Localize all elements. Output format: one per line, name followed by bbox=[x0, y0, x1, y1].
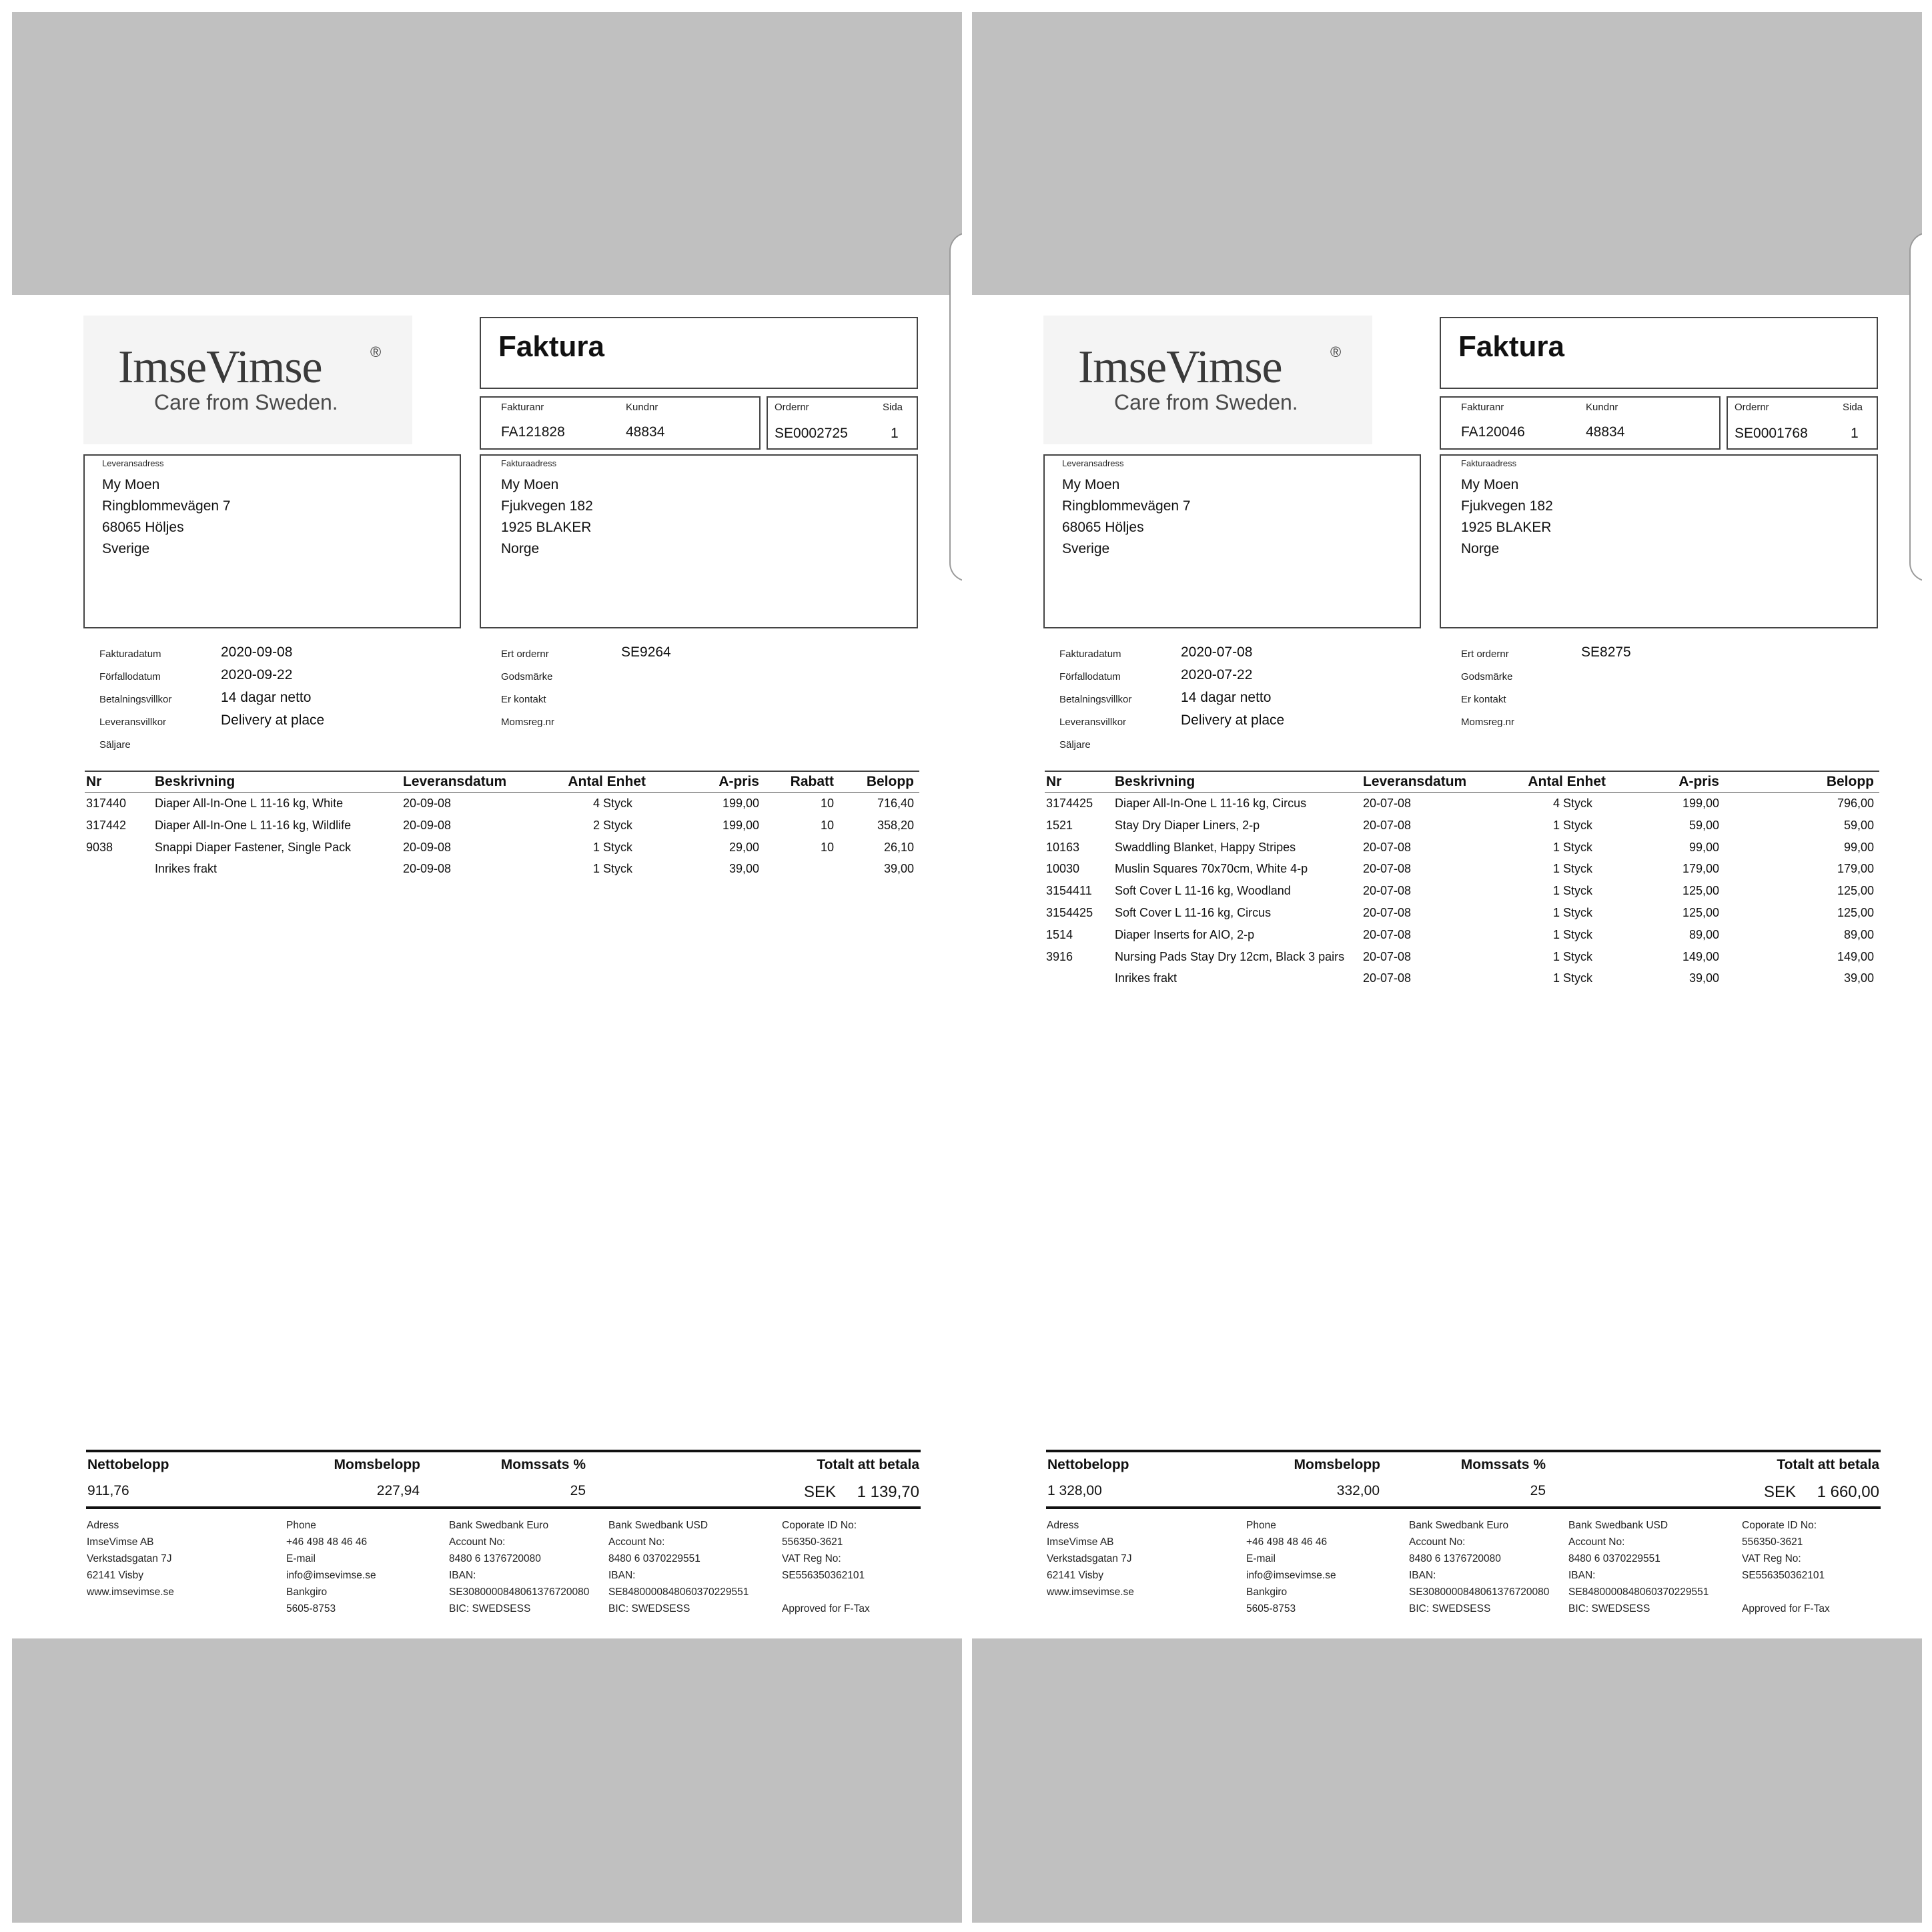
totals-bottom-rule bbox=[1046, 1506, 1881, 1509]
footer-line: Coporate ID No: bbox=[1742, 1520, 1817, 1531]
table-cell-date: 20-07-08 bbox=[1363, 906, 1412, 919]
footer-line: Account No: bbox=[449, 1536, 506, 1548]
table-cell-nr: 3154411 bbox=[1046, 884, 1092, 898]
table-cell-price: 99,00 bbox=[1688, 840, 1719, 854]
logo-registered-mark: ® bbox=[370, 344, 382, 360]
footer-line: SE556350362101 bbox=[782, 1570, 865, 1581]
invoice-address-line: 1925 BLAKER bbox=[1461, 520, 1552, 535]
net-amount-label: Nettobelopp bbox=[1047, 1457, 1129, 1472]
footer-line: www.imsevimse.se bbox=[87, 1586, 174, 1598]
table-cell-amount: 39,00 bbox=[1843, 971, 1874, 985]
delivery-address-box bbox=[83, 454, 461, 628]
footer-line: Coporate ID No: bbox=[782, 1520, 857, 1531]
delivery-address-line: Ringblommevägen 7 bbox=[1062, 498, 1191, 514]
table-cell-nr: 3154425 bbox=[1046, 906, 1093, 919]
table-cell-amount: 796,00 bbox=[1837, 797, 1874, 810]
table-cell-amount: 149,00 bbox=[1837, 949, 1874, 963]
table-cell-nr: 317442 bbox=[86, 818, 127, 832]
invoice-document bbox=[972, 295, 1922, 1638]
footer-line: Account No: bbox=[608, 1536, 665, 1548]
footer-line: 556350-3621 bbox=[782, 1536, 843, 1548]
vat-amount-label: Momsbelopp bbox=[1294, 1457, 1380, 1472]
footer-line: SE556350362101 bbox=[1742, 1570, 1825, 1581]
invoice-reference-box bbox=[480, 396, 761, 450]
meta-value: 2020-09-22 bbox=[221, 667, 293, 682]
table-cell-disc: 10 bbox=[820, 818, 834, 832]
table-cell-desc: Nursing Pads Stay Dry 12cm, Black 3 pairs bbox=[1115, 949, 1345, 963]
meta-label: Ert ordernr bbox=[1461, 648, 1509, 660]
table-cell-desc: Muslin Squares 70x70cm, White 4-p bbox=[1115, 862, 1308, 876]
table-cell-amount: 125,00 bbox=[1837, 884, 1874, 898]
meta-label: Ert ordernr bbox=[501, 648, 549, 660]
footer-line: Approved for F-Tax bbox=[782, 1603, 870, 1614]
net-amount-label: Nettobelopp bbox=[87, 1457, 169, 1472]
footer-line: BIC: SWEDSESS bbox=[1409, 1603, 1491, 1614]
footer-line: 62141 Visby bbox=[1047, 1570, 1104, 1581]
table-cell-date: 20-07-08 bbox=[1363, 862, 1412, 876]
table-cell-qty: 1 Styck bbox=[1552, 971, 1592, 985]
meta-label: Er kontakt bbox=[1461, 694, 1506, 705]
total-due: 1 660,00 bbox=[1817, 1483, 1879, 1501]
delivery-address-line: 68065 Höljes bbox=[1062, 520, 1144, 535]
table-cell-desc: Diaper All-In-One L 11-16 kg, Wildlife bbox=[155, 818, 352, 832]
meta-value: 14 dagar netto bbox=[1181, 690, 1272, 705]
delivery-address-line: My Moen bbox=[102, 477, 160, 492]
table-cell-qty: 1 Styck bbox=[592, 862, 632, 876]
column-header-qty: Antal Enhet bbox=[568, 774, 646, 789]
table-cell-price: 125,00 bbox=[1682, 884, 1719, 898]
meta-label: Säljare bbox=[99, 739, 131, 751]
delivery-address-label: Leveransadress bbox=[102, 458, 164, 468]
meta-label: Betalningsvillkor bbox=[1059, 694, 1132, 705]
column-header-amount: Belopp bbox=[866, 774, 914, 789]
page-number: 1 bbox=[891, 426, 899, 441]
table-cell-date: 20-07-08 bbox=[1363, 884, 1412, 898]
meta-label: Leveransvillkor bbox=[99, 716, 167, 728]
table-cell-price: 149,00 bbox=[1682, 949, 1719, 963]
table-cell-date: 20-07-08 bbox=[1363, 797, 1412, 810]
table-cell-price: 125,00 bbox=[1682, 906, 1719, 919]
footer-line: 5605-8753 bbox=[286, 1603, 336, 1614]
company-logo bbox=[1043, 316, 1372, 444]
logo-tagline: Care from Sweden. bbox=[154, 390, 338, 414]
footer-line: IBAN: bbox=[608, 1570, 636, 1581]
invoice-address-line: My Moen bbox=[501, 477, 559, 492]
totals-top-rule bbox=[86, 1450, 921, 1452]
page-number-label: Sida bbox=[1843, 402, 1863, 413]
footer-line: 8480 6 1376720080 bbox=[449, 1553, 541, 1564]
vat-rate-label: Momssats % bbox=[1460, 1457, 1546, 1472]
table-cell-desc: Soft Cover L 11-16 kg, Woodland bbox=[1115, 884, 1291, 898]
column-header-amount: Belopp bbox=[1826, 774, 1874, 789]
table-cell-date: 20-07-08 bbox=[1363, 949, 1412, 963]
invoice-address-line: Norge bbox=[1461, 541, 1500, 556]
footer-line: IBAN: bbox=[449, 1570, 476, 1581]
footer-line: 5605-8753 bbox=[1246, 1603, 1296, 1614]
table-cell-date: 20-09-08 bbox=[403, 818, 452, 832]
table-header-rule bbox=[1045, 792, 1879, 793]
meta-label: Godsmärke bbox=[1461, 671, 1513, 682]
table-cell-amount: 89,00 bbox=[1843, 927, 1874, 941]
meta-value: SE8275 bbox=[1581, 644, 1631, 660]
meta-label: Förfallodatum bbox=[99, 671, 161, 682]
footer-line: 8480 6 0370229551 bbox=[608, 1553, 700, 1564]
footer-line: Verkstadsgatan 7J bbox=[1047, 1553, 1132, 1564]
table-cell-price: 39,00 bbox=[1688, 971, 1719, 985]
footer-line: Phone bbox=[1246, 1520, 1276, 1531]
delivery-address-line: My Moen bbox=[1062, 477, 1120, 492]
order-number-label: Ordernr bbox=[775, 402, 809, 413]
table-cell-qty: 1 Styck bbox=[1552, 818, 1592, 832]
invoice-address-box bbox=[1440, 454, 1878, 628]
meta-value: 14 dagar netto bbox=[221, 690, 312, 705]
page-number-label: Sida bbox=[883, 402, 903, 413]
table-top-rule bbox=[1045, 771, 1879, 772]
scan-background-top bbox=[12, 12, 962, 295]
table-cell-date: 20-09-08 bbox=[403, 862, 452, 876]
delivery-address-line: Ringblommevägen 7 bbox=[102, 498, 231, 514]
footer-line: www.imsevimse.se bbox=[1047, 1586, 1134, 1598]
table-cell-disc: 10 bbox=[820, 797, 834, 810]
total-currency: SEK bbox=[1763, 1483, 1796, 1501]
footer-line: 556350-3621 bbox=[1742, 1536, 1803, 1548]
footer-line: Approved for F-Tax bbox=[1742, 1603, 1830, 1614]
meta-value: 2020-07-08 bbox=[1181, 644, 1253, 660]
table-cell-nr: 3174425 bbox=[1046, 797, 1093, 810]
invoice-number-label: Fakturanr bbox=[501, 402, 544, 413]
meta-label: Momsreg.nr bbox=[501, 716, 555, 728]
order-number-label: Ordernr bbox=[1735, 402, 1769, 413]
meta-label: Er kontakt bbox=[501, 694, 546, 705]
footer-line: Verkstadsgatan 7J bbox=[87, 1553, 172, 1564]
logo-registered-mark: ® bbox=[1330, 344, 1342, 360]
table-header-rule bbox=[85, 792, 919, 793]
table-cell-nr: 9038 bbox=[86, 840, 113, 854]
meta-label: Godsmärke bbox=[501, 671, 553, 682]
column-header-date: Leveransdatum bbox=[403, 774, 507, 789]
footer-line: SE3080000848061376720080 bbox=[1409, 1586, 1550, 1598]
meta-value: 2020-07-22 bbox=[1181, 667, 1253, 682]
table-cell-date: 20-09-08 bbox=[403, 840, 452, 854]
invoice-address-line: Norge bbox=[501, 541, 540, 556]
order-reference-box bbox=[1727, 396, 1878, 450]
meta-value: Delivery at place bbox=[221, 712, 325, 728]
invoice-reference-box bbox=[1440, 396, 1721, 450]
footer-line: BIC: SWEDSESS bbox=[449, 1603, 531, 1614]
footer-line: Bank Swedbank Euro bbox=[1409, 1520, 1509, 1531]
meta-label: Förfallodatum bbox=[1059, 671, 1121, 682]
footer-line: SE3080000848061376720080 bbox=[449, 1586, 590, 1598]
page-number: 1 bbox=[1851, 426, 1859, 441]
vat-rate: 25 bbox=[570, 1483, 586, 1498]
table-cell-amount: 125,00 bbox=[1837, 906, 1874, 919]
table-cell-desc: Diaper All-In-One L 11-16 kg, White bbox=[155, 797, 344, 810]
order-number: SE0001768 bbox=[1735, 426, 1808, 441]
invoice-document bbox=[12, 295, 962, 1638]
table-cell-nr: 1521 bbox=[1046, 818, 1073, 832]
table-cell-price: 39,00 bbox=[729, 862, 759, 876]
meta-label: Säljare bbox=[1059, 739, 1091, 751]
page-title: Faktura bbox=[498, 330, 604, 363]
vat-amount-label: Momsbelopp bbox=[334, 1457, 420, 1472]
column-header-desc: Beskrivning bbox=[155, 774, 235, 789]
footer-line: Bankgiro bbox=[286, 1586, 328, 1598]
footer-line: BIC: SWEDSESS bbox=[608, 1603, 690, 1614]
table-cell-desc: Soft Cover L 11-16 kg, Circus bbox=[1115, 906, 1272, 919]
table-cell-desc: Snappi Diaper Fastener, Single Pack bbox=[155, 840, 352, 854]
table-cell-date: 20-09-08 bbox=[403, 797, 452, 810]
customer-number: 48834 bbox=[626, 424, 665, 440]
table-cell-desc: Stay Dry Diaper Liners, 2-p bbox=[1115, 818, 1260, 832]
table-cell-amount: 39,00 bbox=[883, 862, 914, 876]
table-cell-price: 29,00 bbox=[729, 840, 759, 854]
total-due: 1 139,70 bbox=[857, 1483, 919, 1501]
table-cell-amount: 26,10 bbox=[883, 840, 914, 854]
table-cell-amount: 179,00 bbox=[1837, 862, 1874, 876]
total-due-label: Totalt att betala bbox=[1777, 1457, 1879, 1472]
table-cell-qty: 4 Styck bbox=[1552, 797, 1592, 810]
order-reference-box bbox=[767, 396, 918, 450]
table-cell-nr: 3916 bbox=[1046, 949, 1073, 963]
invoice-address-box bbox=[480, 454, 918, 628]
table-cell-nr: 10030 bbox=[1046, 862, 1080, 876]
table-cell-amount: 716,40 bbox=[877, 797, 914, 810]
table-cell-amount: 59,00 bbox=[1843, 818, 1874, 832]
logo-brand: ImseVimse bbox=[1078, 342, 1282, 393]
table-cell-price: 199,00 bbox=[722, 797, 759, 810]
table-cell-qty: 2 Styck bbox=[592, 818, 632, 832]
table-cell-date: 20-07-08 bbox=[1363, 840, 1412, 854]
footer-line: 62141 Visby bbox=[87, 1570, 144, 1581]
footer-line: SE8480000848060370229551 bbox=[1568, 1586, 1709, 1598]
title-box bbox=[1440, 317, 1878, 389]
meta-label: Fakturadatum bbox=[99, 648, 161, 660]
scan-background-top bbox=[972, 12, 1922, 295]
invoice-address-line: Fjukvegen 182 bbox=[1461, 498, 1553, 514]
meta-label: Betalningsvillkor bbox=[99, 694, 172, 705]
table-cell-price: 179,00 bbox=[1682, 862, 1719, 876]
footer-line: +46 498 48 46 46 bbox=[1246, 1536, 1328, 1548]
footer-line: E-mail bbox=[286, 1553, 316, 1564]
column-header-desc: Beskrivning bbox=[1115, 774, 1195, 789]
footer-line: Bank Swedbank Euro bbox=[449, 1520, 549, 1531]
delivery-address-box bbox=[1043, 454, 1421, 628]
table-cell-qty: 1 Styck bbox=[1552, 927, 1592, 941]
page-title: Faktura bbox=[1458, 330, 1564, 363]
invoice-address-line: My Moen bbox=[1461, 477, 1519, 492]
table-cell-price: 199,00 bbox=[722, 818, 759, 832]
footer-line: info@imsevimse.se bbox=[286, 1570, 376, 1581]
footer-line: Bankgiro bbox=[1246, 1586, 1288, 1598]
column-header-date: Leveransdatum bbox=[1363, 774, 1467, 789]
net-amount: 911,76 bbox=[87, 1483, 129, 1498]
meta-value: 2020-09-08 bbox=[221, 644, 293, 660]
table-cell-desc: Swaddling Blanket, Happy Stripes bbox=[1115, 840, 1296, 854]
footer-line: Phone bbox=[286, 1520, 316, 1531]
meta-value: SE9264 bbox=[621, 644, 671, 660]
meta-label: Leveransvillkor bbox=[1059, 716, 1127, 728]
table-cell-qty: 1 Styck bbox=[592, 840, 632, 854]
vat-amount: 332,00 bbox=[1336, 1483, 1380, 1498]
footer-line: Account No: bbox=[1568, 1536, 1625, 1548]
footer-line: IBAN: bbox=[1568, 1570, 1596, 1581]
company-logo bbox=[83, 316, 412, 444]
table-cell-date: 20-07-08 bbox=[1363, 927, 1412, 941]
footer-line: +46 498 48 46 46 bbox=[286, 1536, 368, 1548]
table-cell-desc: Inrikes frakt bbox=[155, 862, 217, 876]
table-top-rule bbox=[85, 771, 919, 772]
total-currency: SEK bbox=[803, 1483, 836, 1501]
invoice-address-line: 1925 BLAKER bbox=[501, 520, 592, 535]
footer-line: ImseVimse AB bbox=[1047, 1536, 1114, 1548]
footer-line: SE8480000848060370229551 bbox=[608, 1586, 749, 1598]
invoice-address-line: Fjukvegen 182 bbox=[501, 498, 593, 514]
vat-rate: 25 bbox=[1530, 1483, 1546, 1498]
table-cell-date: 20-07-08 bbox=[1363, 971, 1412, 985]
invoice-page bbox=[12, 12, 962, 1923]
delivery-address-line: Sverige bbox=[1062, 541, 1110, 556]
invoice-number: FA120046 bbox=[1461, 424, 1525, 440]
table-cell-qty: 1 Styck bbox=[1552, 884, 1592, 898]
table-cell-nr: 10163 bbox=[1046, 840, 1080, 854]
totals-top-rule bbox=[1046, 1450, 1881, 1452]
footer-line: Adress bbox=[87, 1520, 119, 1531]
vat-rate-label: Momssats % bbox=[500, 1457, 586, 1472]
table-cell-amount: 358,20 bbox=[877, 818, 914, 832]
footer-line: BIC: SWEDSESS bbox=[1568, 1603, 1650, 1614]
column-header-disc: Rabatt bbox=[790, 774, 834, 789]
customer-number: 48834 bbox=[1586, 424, 1625, 440]
invoice-address-label: Fakturaadress bbox=[501, 458, 557, 468]
logo-tagline: Care from Sweden. bbox=[1114, 390, 1298, 414]
logo-brand: ImseVimse bbox=[118, 342, 322, 393]
table-cell-qty: 4 Styck bbox=[592, 797, 632, 810]
footer-line: ImseVimse AB bbox=[87, 1536, 154, 1548]
invoice-page bbox=[972, 12, 1922, 1923]
table-cell-desc: Diaper All-In-One L 11-16 kg, Circus bbox=[1115, 797, 1307, 810]
total-due-label: Totalt att betala bbox=[817, 1457, 919, 1472]
scan-background-bottom bbox=[972, 1638, 1922, 1923]
table-cell-price: 199,00 bbox=[1682, 797, 1719, 810]
table-cell-disc: 10 bbox=[820, 840, 834, 854]
vat-amount: 227,94 bbox=[376, 1483, 420, 1498]
invoice-number: FA121828 bbox=[501, 424, 565, 440]
customer-number-label: Kundnr bbox=[1586, 402, 1618, 413]
column-header-price: A-pris bbox=[718, 774, 759, 789]
title-box bbox=[480, 317, 918, 389]
footer-line: Bank Swedbank USD bbox=[1568, 1520, 1668, 1531]
table-cell-date: 20-07-08 bbox=[1363, 818, 1412, 832]
delivery-address-label: Leveransadress bbox=[1062, 458, 1124, 468]
footer-line: Adress bbox=[1047, 1520, 1079, 1531]
net-amount: 1 328,00 bbox=[1047, 1483, 1102, 1498]
table-cell-desc: Diaper Inserts for AIO, 2-p bbox=[1115, 927, 1255, 941]
meta-value: Delivery at place bbox=[1181, 712, 1285, 728]
footer-line: 8480 6 0370229551 bbox=[1568, 1553, 1660, 1564]
footer-line: E-mail bbox=[1246, 1553, 1276, 1564]
order-number: SE0002725 bbox=[775, 426, 848, 441]
footer-line: info@imsevimse.se bbox=[1246, 1570, 1336, 1581]
delivery-address-line: 68065 Höljes bbox=[102, 520, 184, 535]
table-cell-qty: 1 Styck bbox=[1552, 949, 1592, 963]
footer-line: Bank Swedbank USD bbox=[608, 1520, 708, 1531]
totals-bottom-rule bbox=[86, 1506, 921, 1509]
table-cell-qty: 1 Styck bbox=[1552, 862, 1592, 876]
footer-line: 8480 6 1376720080 bbox=[1409, 1553, 1501, 1564]
scan-background-bottom bbox=[12, 1638, 962, 1923]
column-header-nr: Nr bbox=[1046, 774, 1062, 789]
invoice-number-label: Fakturanr bbox=[1461, 402, 1504, 413]
footer-line: Account No: bbox=[1409, 1536, 1466, 1548]
delivery-address-line: Sverige bbox=[102, 541, 150, 556]
table-cell-price: 59,00 bbox=[1688, 818, 1719, 832]
invoice-address-label: Fakturaadress bbox=[1461, 458, 1517, 468]
table-cell-qty: 1 Styck bbox=[1552, 906, 1592, 919]
column-header-nr: Nr bbox=[86, 774, 102, 789]
meta-label: Momsreg.nr bbox=[1461, 716, 1515, 728]
table-cell-nr: 317440 bbox=[86, 797, 127, 810]
table-cell-nr: 1514 bbox=[1046, 927, 1073, 941]
table-cell-price: 89,00 bbox=[1688, 927, 1719, 941]
footer-line: VAT Reg No: bbox=[1742, 1553, 1801, 1564]
customer-number-label: Kundnr bbox=[626, 402, 658, 413]
meta-label: Fakturadatum bbox=[1059, 648, 1121, 660]
column-header-qty: Antal Enhet bbox=[1528, 774, 1606, 789]
table-cell-amount: 99,00 bbox=[1843, 840, 1874, 854]
column-header-price: A-pris bbox=[1678, 774, 1719, 789]
footer-line: IBAN: bbox=[1409, 1570, 1436, 1581]
footer-line: VAT Reg No: bbox=[782, 1553, 841, 1564]
table-cell-desc: Inrikes frakt bbox=[1115, 971, 1177, 985]
table-cell-qty: 1 Styck bbox=[1552, 840, 1592, 854]
